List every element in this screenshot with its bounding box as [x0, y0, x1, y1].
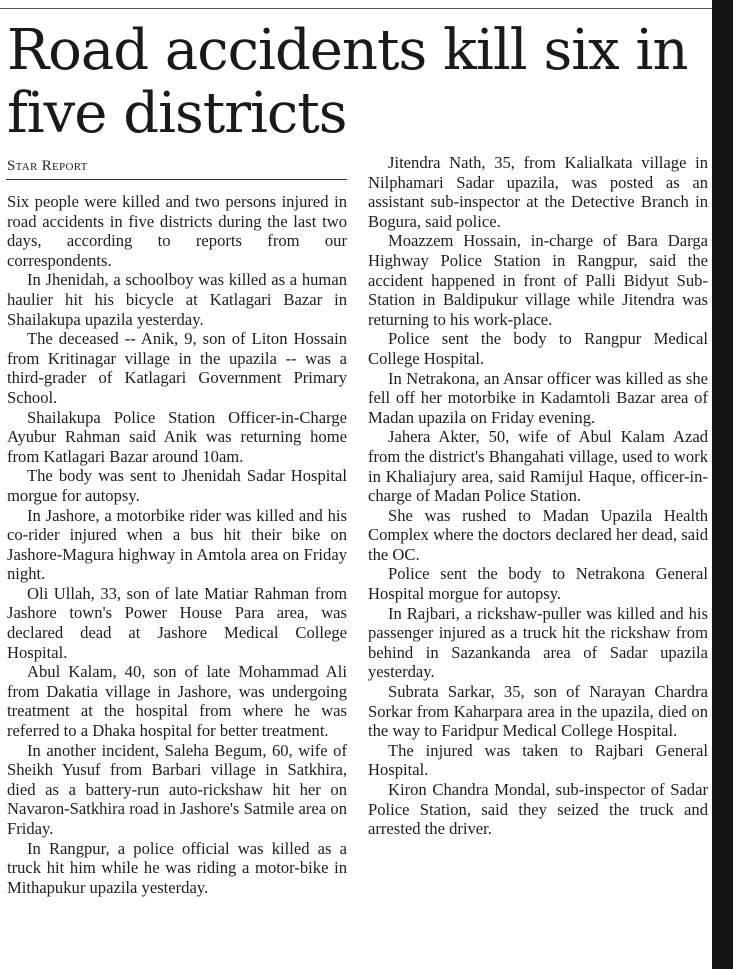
paragraph: She was rushed to Madan Upazila Health Complex where the doctors declared her dead, said the OC. — [368, 505, 708, 564]
paragraph: Moazzem Hossain, in-charge of Bara Darga Highway Police Station in Rangpur, said the accident happened in front of Palli Bidyut Sub-Station in Baldipukur village while Jitendra was returning to his work-place. — [368, 231, 708, 329]
headline: Road accidents kill six in five districts — [7, 18, 688, 146]
column-right — [368, 153, 708, 839]
paragraph: In another incident, Saleha Begum, 60, wife of Sheikh Yusuf from Barbari village in Satkhira, died as a battery-run auto-rickshaw hit her on Navaron-Satkhira road in Jashore's Satmile area on Friday. — [7, 740, 347, 838]
paragraph: Kiron Chandra Mondal, sub-inspector of Sadar Police Station, said they seized the truck and arrested the driver. — [368, 780, 708, 839]
paragraph: In Rangpur, a police official was killed as a truck hit him while he was riding a motor-bike in Mithapukur upazila yesterday. — [7, 838, 347, 897]
paragraph: In Netrakona, an Ansar officer was killed as she fell off her motorbike in Kadamtoli Bazar area of Madan upazila on Friday evening. — [368, 368, 708, 427]
paragraph: Subrata Sarkar, 35, son of Narayan Chardra Sorkar from Kaharpara area in the upazila, died on the way to Faridpur Medical College Hospital. — [368, 682, 708, 741]
paragraph: Shailakupa Police Station Officer-in-Charge Ayubur Rahman said Anik was returning home from Katlagari Bazar around 10am. — [7, 407, 347, 466]
column-left — [7, 192, 347, 897]
paragraph: Oli Ullah, 33, son of late Matiar Rahman from Jashore town's Power House Para area, was declared dead at Jashore Medical College Hospital. — [7, 583, 347, 662]
byline: Star Report — [7, 158, 88, 174]
paragraph: Jahera Akter, 50, wife of Abul Kalam Azad from the district's Bhangahati village, used to work in Khaliajury area, said Ramijul Haque, officer-in-charge of Madan Police Station. — [368, 427, 708, 506]
paragraph: The body was sent to Jhenidah Sadar Hospital morgue for autopsy. — [7, 466, 347, 505]
paragraph: The injured was taken to Rajbari General Hospital. — [368, 740, 708, 780]
byline-rule — [6, 179, 347, 180]
paragraph: Abul Kalam, 40, son of late Mohammad Ali from Dakatia village in Jashore, was undergoing treatment at the hospital from where he was referred to a Dhaka hospital for better treatment. — [7, 662, 347, 741]
paragraph: Police sent the body to Netrakona General Hospital morgue for autopsy. — [368, 564, 708, 604]
paragraph: In Jhenidah, a schoolboy was killed as a human haulier hit his bicycle at Katlagari Bazar in Shailakupa upazila yesterday. — [7, 270, 347, 329]
top-rule — [0, 8, 712, 9]
paragraph: Police sent the body to Rangpur Medical College Hospital. — [368, 329, 708, 368]
paragraph: In Rajbari, a rickshaw-puller was killed and his passenger injured as a truck hit the rickshaw from behind in Sazankanda area of Sadar upazila yesterday. — [368, 603, 708, 682]
paragraph: Jitendra Nath, 35, from Kalialkata village in Nilphamari Sadar upazila, was posted as an assistant sub-inspector at the Detective Branch in Bogura, said police. — [368, 153, 708, 231]
paragraph: The deceased -- Anik, 9, son of Liton Hossain from Kritinagar village in the upazila -- was a third-grader of Katlagari Government Primary School. — [7, 329, 347, 407]
page-edge-bar — [712, 0, 733, 969]
paragraph: Six people were killed and two persons injured in road accidents in five districts during the last two days, according to reports from our correspondents. — [7, 192, 347, 270]
paragraph: In Jashore, a motorbike rider was killed and his co-rider injured when a bus hit their bike on Jashore-Magura highway in Amtola area on Friday night. — [7, 505, 347, 584]
